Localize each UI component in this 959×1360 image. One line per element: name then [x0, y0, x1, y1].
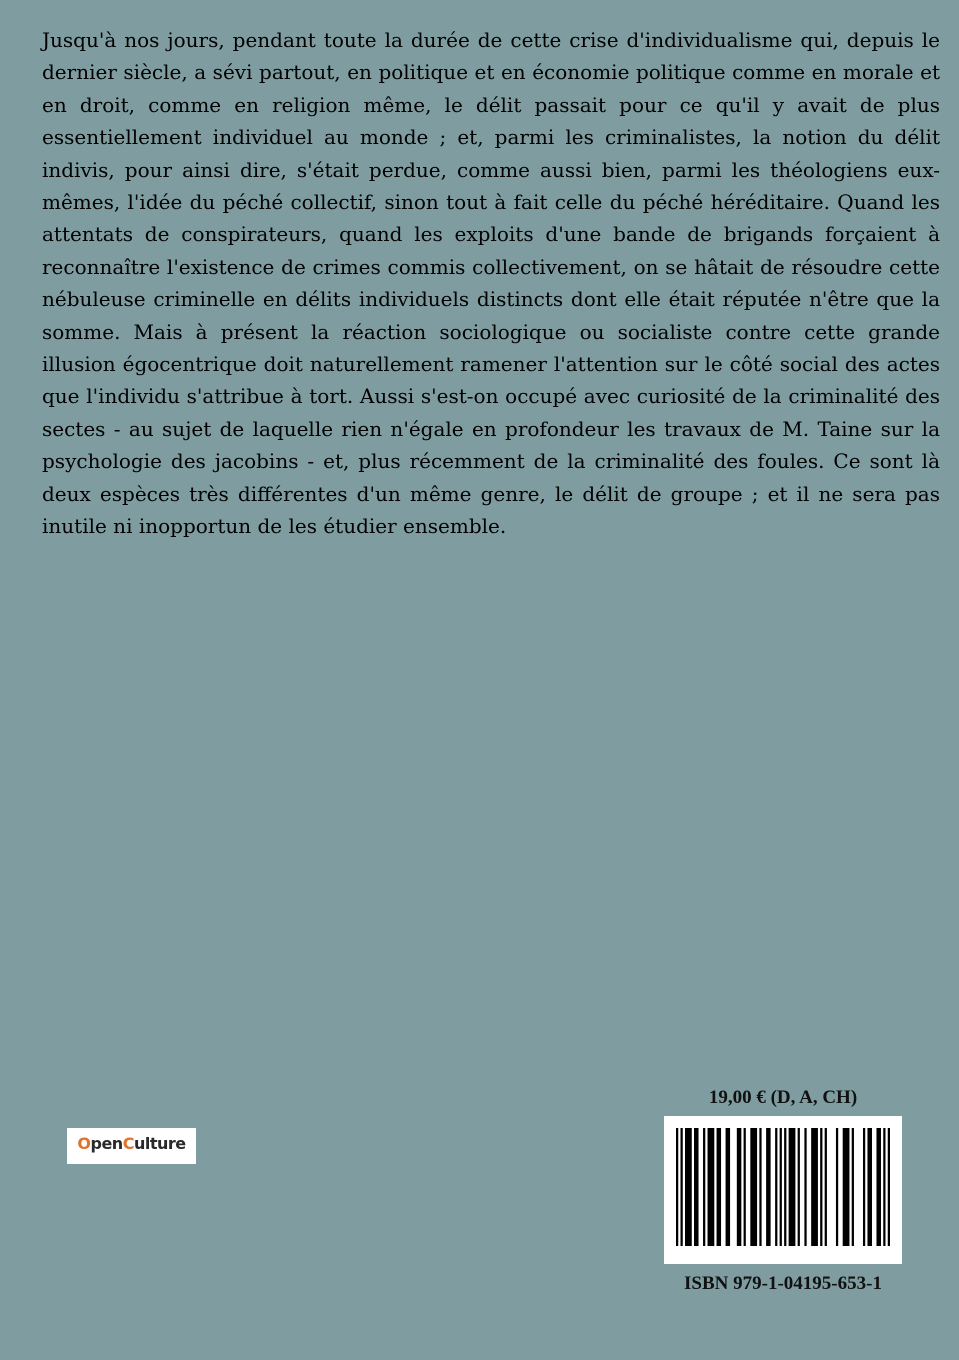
barcode-bar	[681, 1128, 683, 1246]
barcode-bar	[708, 1128, 715, 1246]
barcode-bar	[744, 1128, 746, 1246]
publisher-logo	[67, 1128, 196, 1164]
barcode-bar	[737, 1128, 742, 1246]
barcode-bar	[863, 1128, 865, 1246]
barcode	[664, 1116, 902, 1264]
barcode-bar	[694, 1128, 699, 1246]
barcode-bar	[820, 1128, 822, 1246]
barcode-bar	[784, 1128, 786, 1246]
logo-letter-c: C	[122, 1134, 134, 1153]
logo-text-ulture: ulture	[133, 1134, 186, 1153]
barcode-bar	[883, 1128, 885, 1246]
barcode-bar	[852, 1128, 854, 1246]
price-label: 19,00 € (D, A, CH)	[708, 1087, 858, 1108]
barcode-bar	[867, 1128, 872, 1246]
barcode-bar	[789, 1128, 796, 1246]
barcode-bar	[780, 1128, 782, 1246]
barcode-bar	[804, 1128, 806, 1246]
isbn-label: ISBN 979-1-04195-653-1	[684, 1273, 882, 1294]
barcode-bar	[766, 1128, 771, 1246]
barcode-bar	[836, 1128, 838, 1246]
logo-letter-o: O	[77, 1134, 91, 1153]
barcode-bar	[798, 1128, 800, 1246]
barcode-bar	[717, 1128, 722, 1246]
barcode-bar	[726, 1128, 731, 1246]
barcode-bar	[876, 1128, 881, 1246]
barcode-bar	[825, 1128, 827, 1246]
barcode-bar	[843, 1128, 850, 1246]
logo-text-pen: pen	[90, 1134, 123, 1153]
barcode-bar	[759, 1128, 761, 1246]
barcode-bars	[676, 1128, 890, 1246]
barcode-bar	[811, 1128, 818, 1246]
barcode-bar	[676, 1128, 678, 1246]
barcode-bar	[888, 1128, 890, 1246]
barcode-bar	[775, 1128, 777, 1246]
blurb-text: Jusqu'à nos jours, pendant toute la durée de cette crise d'individualisme qui, depuis le dernier siècle, a sévi partout, en politique et en économie politique comme en morale et en droit, comme en religion même, le délit passait pour ce qu'il y avait de plus essentiellement individuel au monde ; et, parmi les criminalistes, la notion du délit indivis, pour ainsi dire, s'était perdue, comme aussi bien, parmi les théologiens eux-mêmes, l'idée du péché collectif, sinon tout à fait celle du péché héréditaire. Quand les attentats de conspirateurs, quand les exploits d'une bande de brigands forçaient à reconnaître l'existence de crimes commis collectivement, on se hâtait de résoudre cette nébuleuse criminelle en délits individuels distincts dont elle était réputée n'être que la somme. Mais à présent la réaction sociologique ou socialiste contre cette grande illusion égocentrique doit naturellement ramener l'attention sur le côté social des actes que l'individu s'attribue à tort. Aussi s'est-on occupé avec curiosité de la criminalité des sectes - au sujet de laquelle rien n'égale en profondeur les travaux de M. Taine sur la psychologie des jacobins - et, plus récemment de la criminalité des foules. Ce sont là deux espèces très différentes d'un même genre, le délit de groupe ; et il ne sera pas inutile ni inopportun de les étudier ensemble.	[42, 28, 940, 539]
barcode-bar	[750, 1128, 757, 1246]
barcode-bar	[685, 1128, 692, 1246]
barcode-bar	[703, 1128, 705, 1246]
